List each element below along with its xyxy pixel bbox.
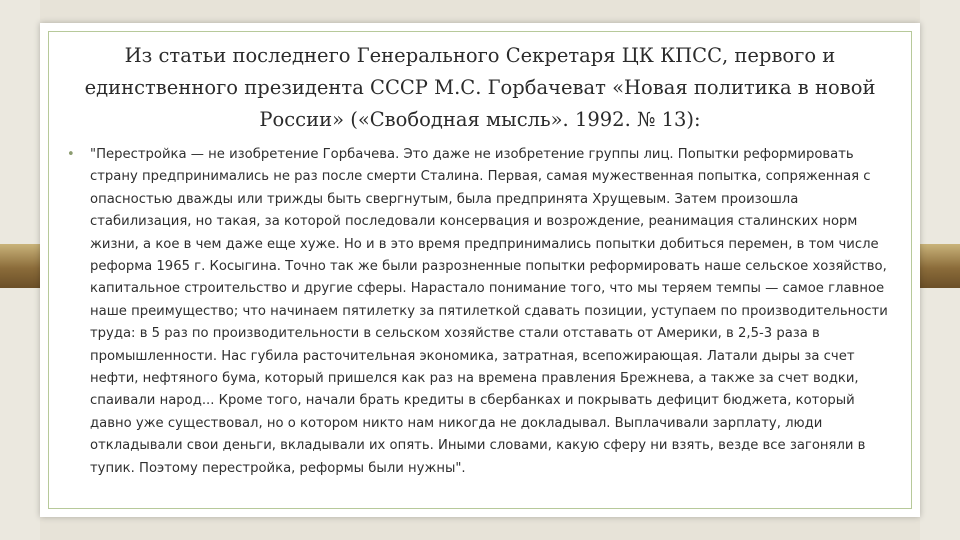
bullet-marker: • — [67, 147, 75, 162]
slide-title: Из статьи последнего Генерального Секретаря ЦК КПСС, первого и единственного президента СССР М.С. Горбачеват «Новая политика в новой России» («Свободная мысль». 1992. № 13): — [84, 44, 876, 131]
slide-card — [40, 23, 920, 517]
slide-body — [68, 144, 894, 480]
left-accent-stripe — [0, 244, 40, 288]
quote-paragraph: "Перестройка — не изобретение Горбачева. Это даже не изобретение группы лиц. Попытки реформировать страну предпринимались не раз после смерти Сталина. Первая, самая мужественная попытка, сопряженная с опасностью дважды или трижды быть свергнутым, была предпринята Хрущевым. Затем произошла стабилизация, но такая, за которой последовали консервация и возрождение, реанимация сталинских норм жизни, а кое в чем даже еще хуже. Но и в это время предпринимались попытки добиться перемен, в том числе реформа 1965 г. Косыгина. Точно так же были разрозненные попытки реформировать наше сельское хозяйство, капитальное строительство и другие сферы. Нарастало понимание того, что мы теряем темпы — самое главное наше преимущество; что начинаем пятилетку за пятилеткой сдавать позиции, уступаем по производительности труда: в 5 раз по производительности в сельском хозяйстве стали отставать от Америки, в 2,5-3 раза в промышленности. Нас губила расточительная экономика, затратная, всепожирающая. Латали дыры за счет нефти, нефтяного бума, который пришелся как раз на времена правления Брежнева, а также за счет водки, спаивали народ... Кроме того, начали брать кредиты в сбербанках и покрывать дефицит бюджета, который давно уже существовал, но о котором никто нам никогда не докладывал. Выплачивали зарплату, люди откладывали свои деньги, вкладывали их опять. Иными словами, какую сферу ни взять, везде все загоняли в тупик. Поэтому перестройка, реформы были нужны". — [90, 147, 888, 476]
right-accent-stripe — [920, 244, 960, 288]
